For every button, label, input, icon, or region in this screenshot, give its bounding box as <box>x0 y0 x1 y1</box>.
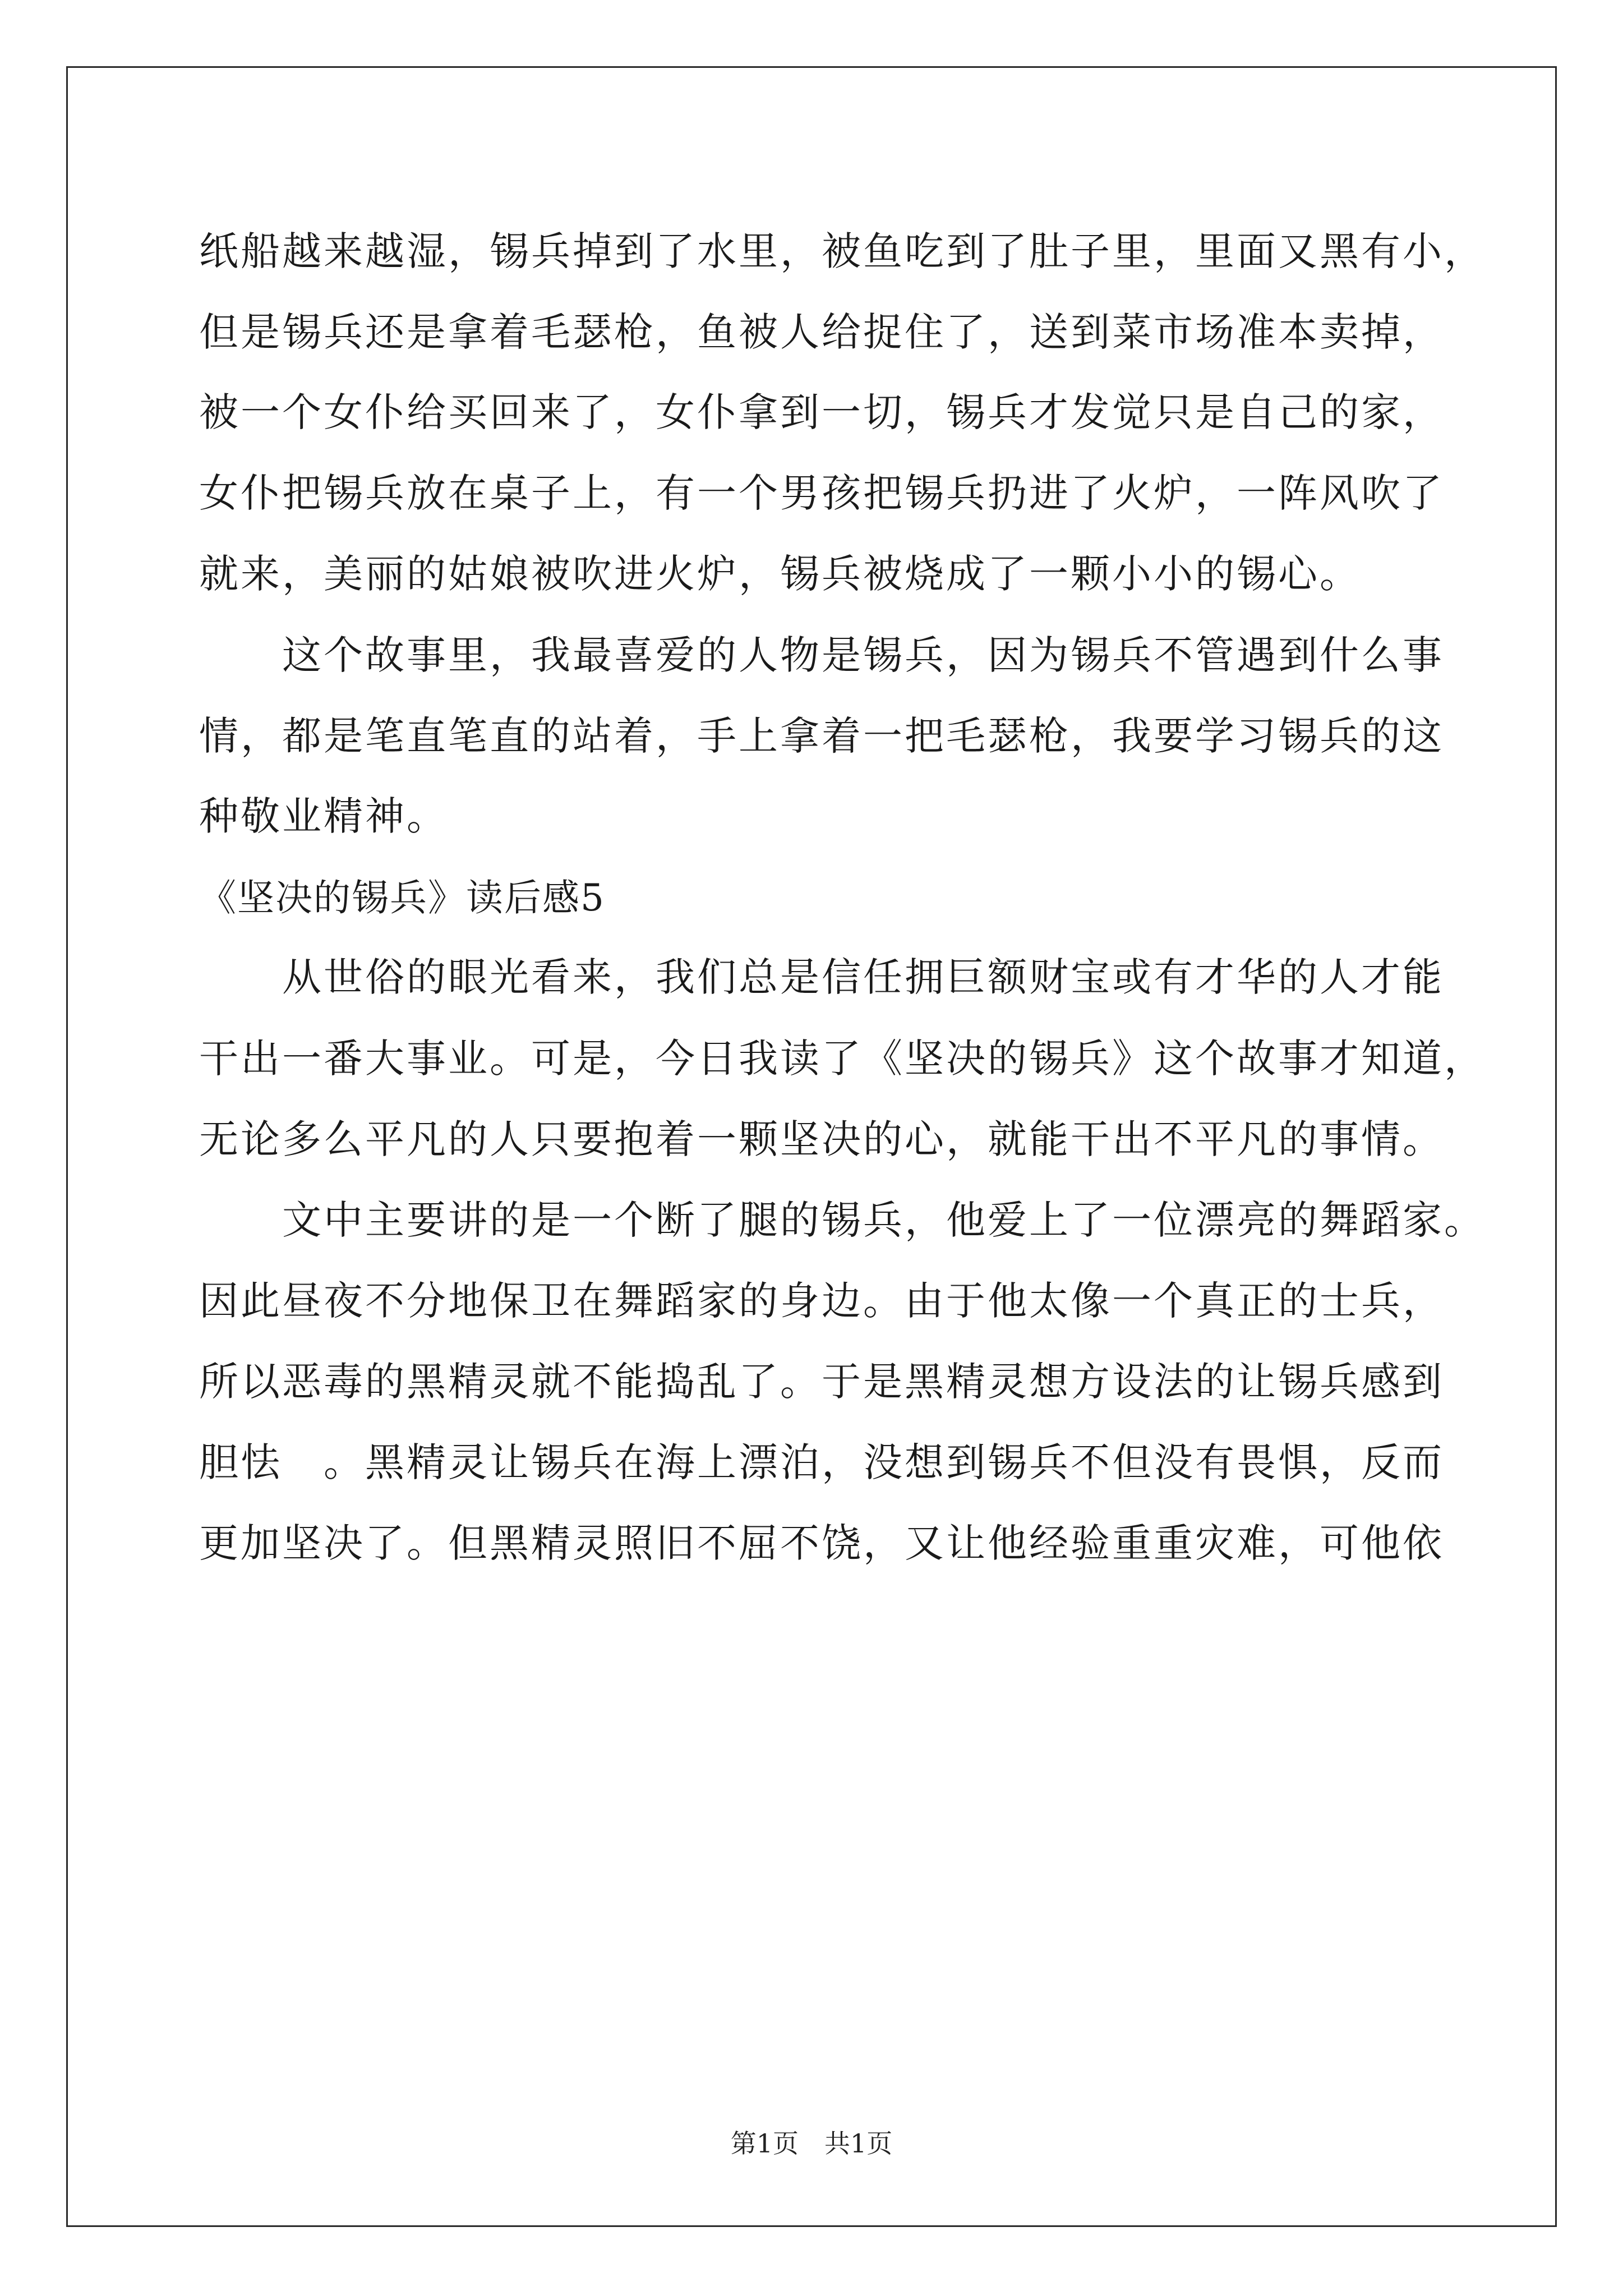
body-text-line: 被一个女仆给买回来了，女仆拿到一切，锡兵才发觉只是自己的家， <box>199 389 1444 435</box>
body-text-line: 因此昼夜不分地保卫在舞蹈家的身边。由于他太像一个真正的士兵， <box>199 1278 1444 1324</box>
body-text-line: 更加坚决了。但黑精灵照旧不屈不饶，又让他经验重重灾难，可他依 <box>199 1520 1444 1566</box>
page-number-footer: 第1页 共1页 <box>730 2128 893 2159</box>
body-text-line: 情，都是笔直笔直的站着，手上拿着一把毛瑟枪，我要学习锡兵的这 <box>199 713 1444 759</box>
body-text-line: 女仆把锡兵放在桌子上，有一个男孩把锡兵扔进了火炉，一阵风吹了 <box>199 470 1444 516</box>
section-heading: 《坚决的锡兵》读后感5 <box>199 876 605 919</box>
body-text-line: 无论多么平凡的人只要抱着一颗坚决的心，就能干出不平凡的事情。 <box>199 1116 1444 1162</box>
body-text-line: 文中主要讲的是一个断了腿的锡兵，他爱上了一位漂亮的舞蹈家。 <box>199 1197 1486 1243</box>
body-text-line: 从世俗的眼光看来，我们总是信任拥巨额财宝或有才华的人才能 <box>199 954 1444 1000</box>
body-text-line: 所以恶毒的黑精灵就不能捣乱了。于是黑精灵想方设法的让锡兵感到 <box>199 1359 1444 1405</box>
body-text-line: 这个故事里，我最喜爱的人物是锡兵，因为锡兵不管遇到什么事 <box>199 632 1444 678</box>
body-text-line: 种敬业精神。 <box>199 793 448 839</box>
body-text-line: 但是锡兵还是拿着毛瑟枪，鱼被人给捉住了，送到菜市场准本卖掉， <box>199 309 1444 355</box>
body-text-line: 干出一番大事业。可是，今日我读了《坚决的锡兵》这个故事才知道， <box>199 1036 1486 1082</box>
body-text-line: 胆怯 。黑精灵让锡兵在海上漂泊，没想到锡兵不但没有畏惧，反而 <box>199 1439 1444 1485</box>
body-text-line: 纸船越来越湿，锡兵掉到了水里，被鱼吃到了肚子里，里面又黑有小， <box>199 228 1486 274</box>
body-text-line: 就来，美丽的姑娘被吹进火炉，锡兵被烧成了一颗小小的锡心。 <box>199 551 1361 597</box>
